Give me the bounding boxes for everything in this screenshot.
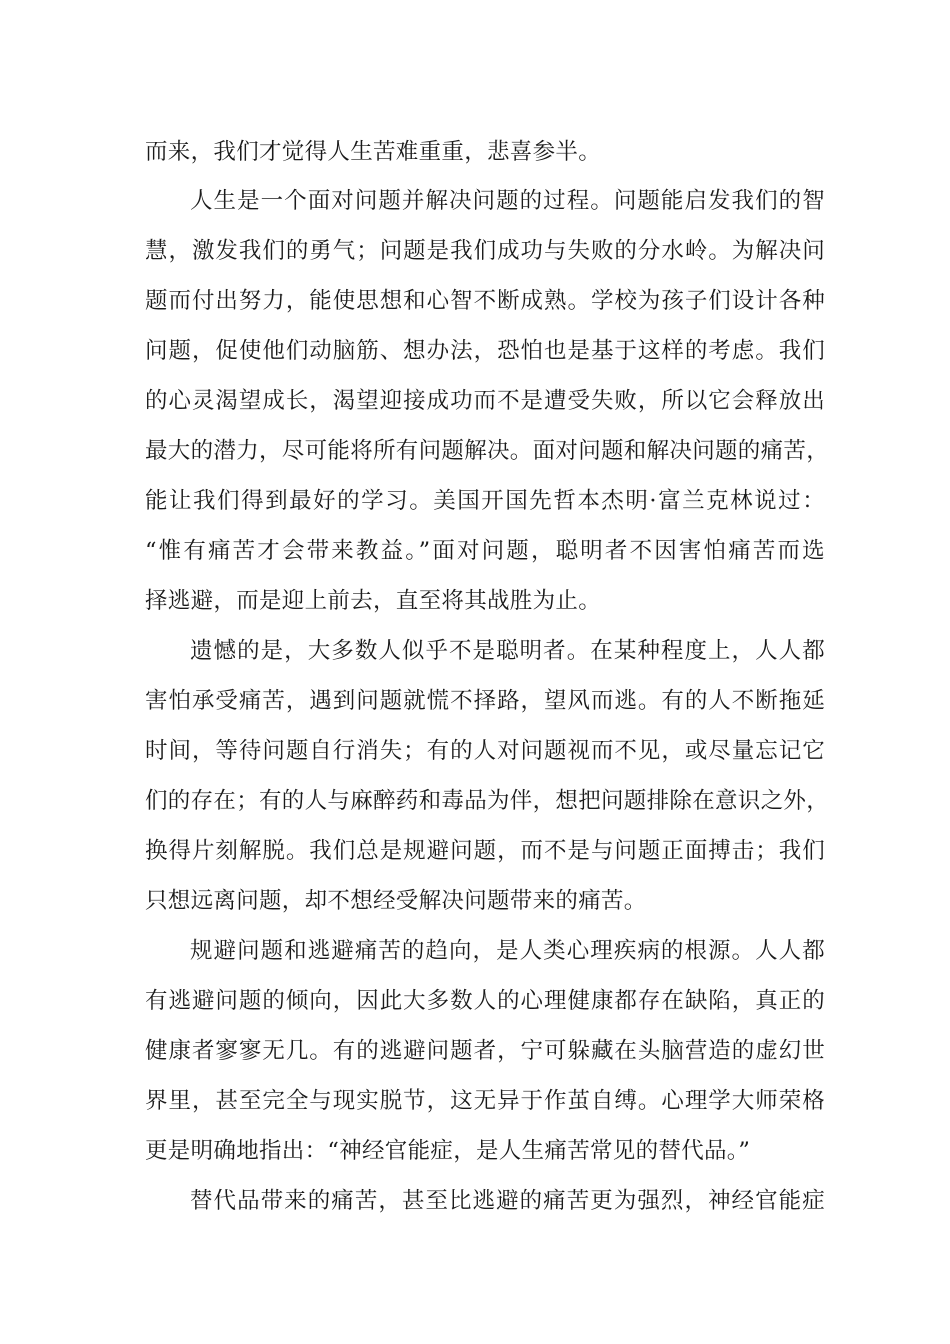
text-line-12: 害怕承受痛苦，遇到问题就慌不择路，望风而逃。有的人不断拖延	[145, 688, 825, 714]
text-line-9: “惟有痛苦才会带来教益。”面对问题，聪明者不因害怕痛苦而选	[145, 538, 825, 564]
text-line-7: 最大的潜力，尽可能将所有问题解决。面对问题和解决问题的痛苦，	[145, 438, 830, 464]
text-line-10: 择逃避，而是迎上前去，直至将其战胜为止。	[145, 588, 602, 614]
text-line-3: 慧，激发我们的勇气；问题是我们成功与失败的分水岭。为解决问	[145, 238, 825, 264]
text-line-17: 规避问题和逃避痛苦的趋向，是人类心理疾病的根源。人人都	[190, 938, 825, 964]
text-line-14: 们的存在；有的人与麻醉药和毒品为伴，想把问题排除在意识之外，	[145, 788, 830, 814]
text-line-22: 替代品带来的痛苦，甚至比逃避的痛苦更为强烈，神经官能症	[190, 1188, 825, 1214]
text-line-21: 更是明确地指出：“神经官能症，是人生痛苦常见的替代品。”	[145, 1138, 751, 1164]
text-line-11: 遗憾的是，大多数人似乎不是聪明者。在某种程度上，人人都	[190, 638, 825, 664]
text-line-15: 换得片刻解脱。我们总是规避问题，而不是与问题正面搏击；我们	[145, 838, 825, 864]
text-line-2: 人生是一个面对问题并解决问题的过程。问题能启发我们的智	[190, 188, 825, 214]
text-line-6: 的心灵渴望成长，渴望迎接成功而不是遭受失败，所以它会释放出	[145, 388, 825, 414]
text-line-5: 问题，促使他们动脑筋、想办法，恐怕也是基于这样的考虑。我们	[145, 338, 825, 364]
text-line-20: 界里，甚至完全与现实脱节，这无异于作茧自缚。心理学大师荣格	[145, 1088, 825, 1114]
text-line-8: 能让我们得到最好的学习。美国开国先哲本杰明·富兰克林说过：	[145, 488, 825, 514]
text-line-1: 而来，我们才觉得人生苦难重重，悲喜参半。	[145, 139, 602, 165]
text-line-19: 健康者寥寥无几。有的逃避问题者，宁可躲藏在头脑营造的虚幻世	[145, 1038, 825, 1064]
text-line-4: 题而付出努力，能使思想和心智不断成熟。学校为孩子们设计各种	[145, 288, 825, 314]
text-line-18: 有逃避问题的倾向，因此大多数人的心理健康都存在缺陷，真正的	[145, 988, 825, 1014]
text-line-13: 时间，等待问题自行消失；有的人对问题视而不见，或尽量忘记它	[145, 738, 825, 764]
text-line-16: 只想远离问题，却不想经受解决问题带来的痛苦。	[145, 888, 647, 914]
